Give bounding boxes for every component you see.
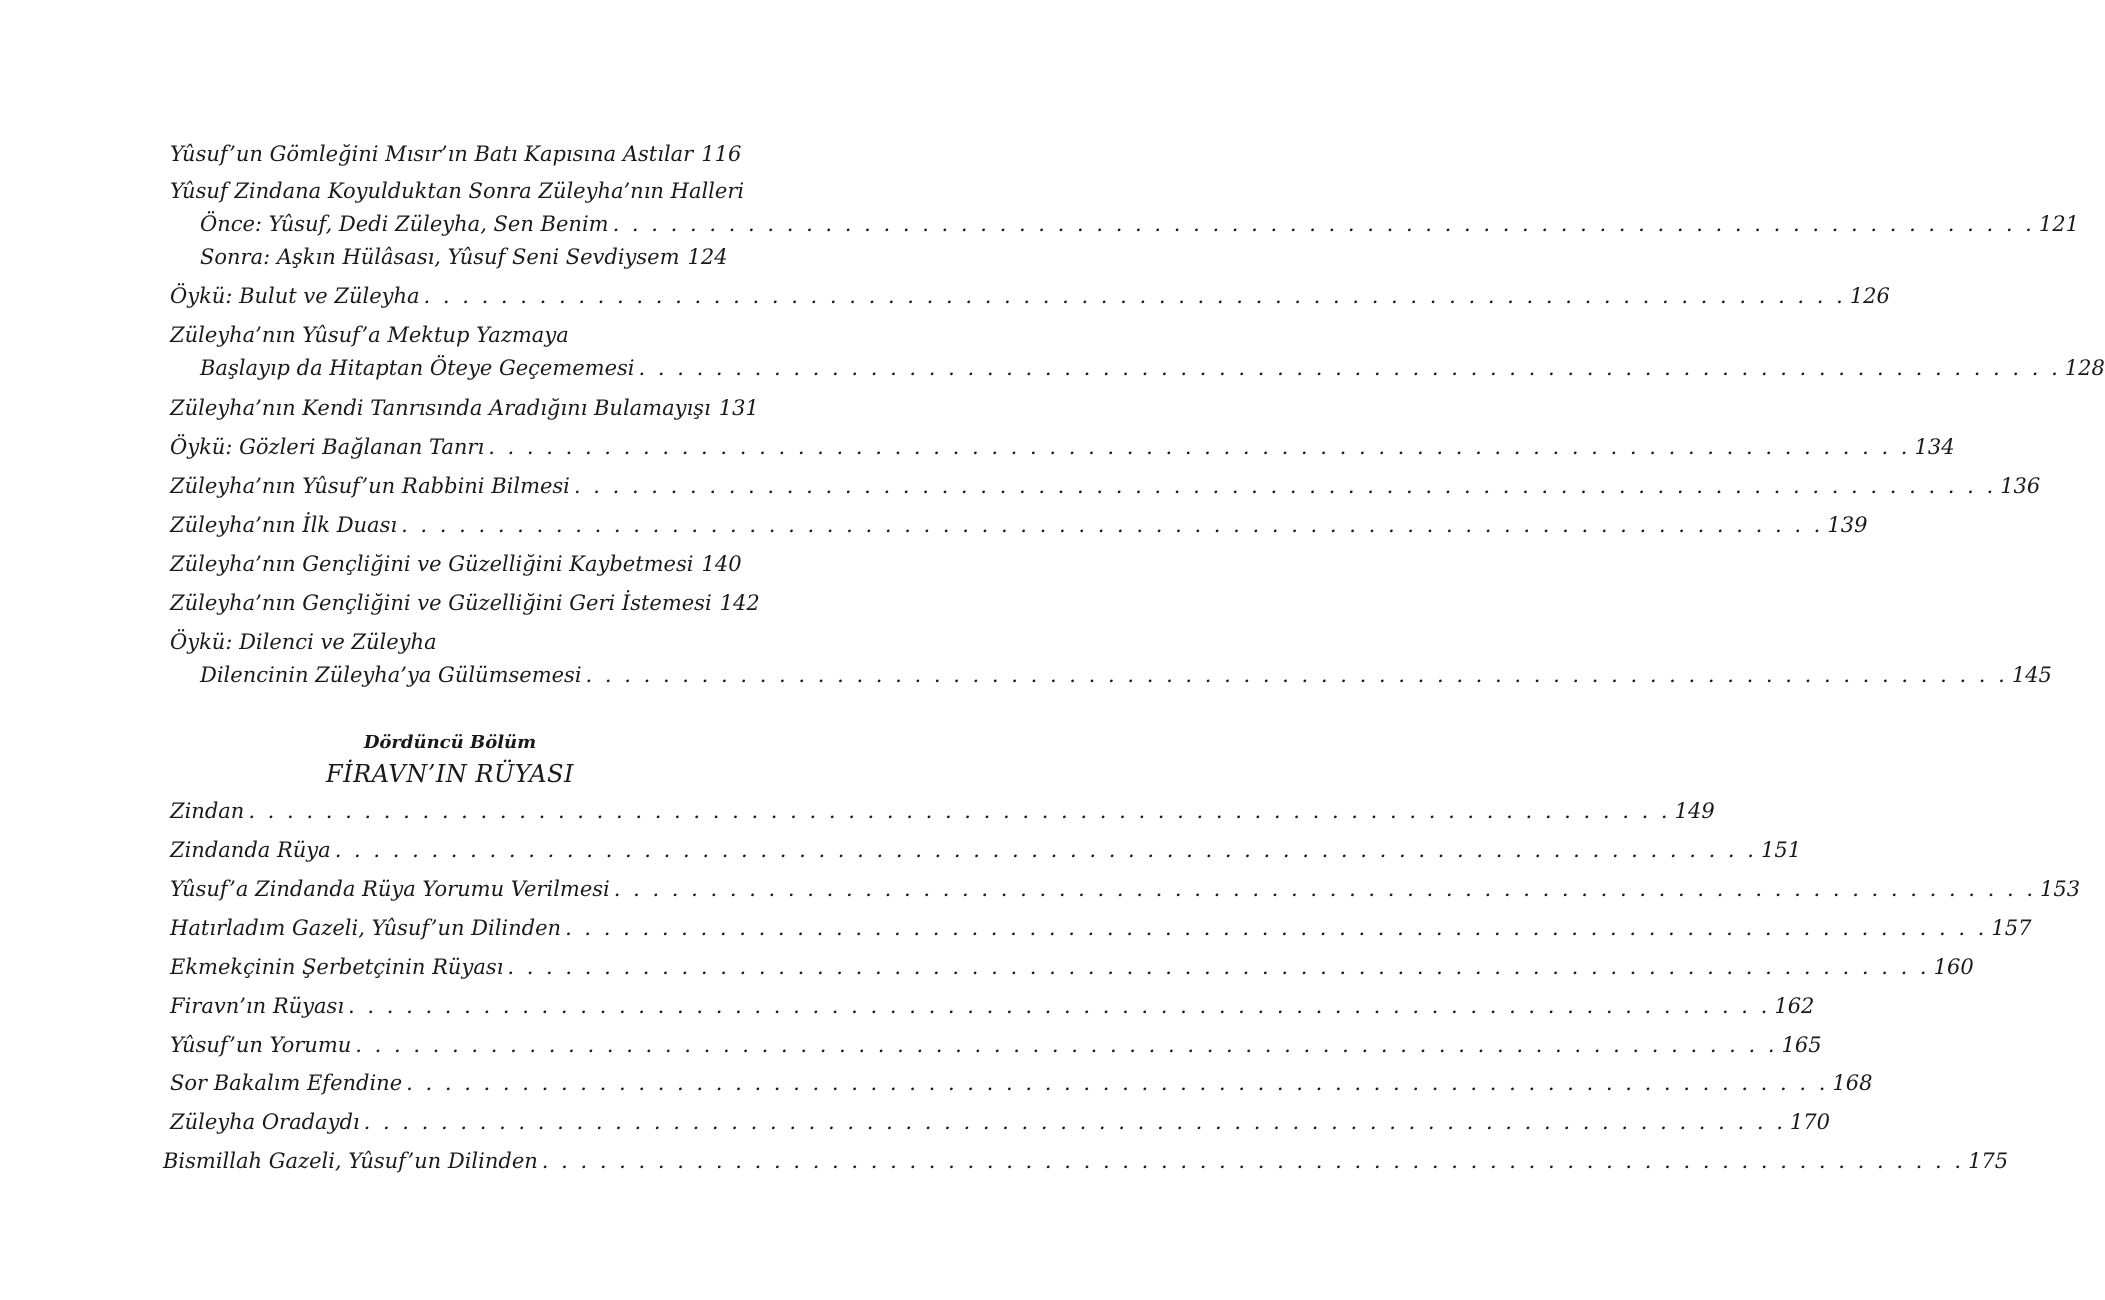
toc-entry (200, 660, 2052, 690)
section-subtitle: Dördüncü Bölüm (363, 732, 537, 753)
toc-leader-dots (507, 952, 1929, 982)
toc-entry-page: 168 (1832, 1071, 1873, 1095)
toc-entry-title: Yûsuf’un Gömleğini Mısır’ın Batı Kapısına Astılar (170, 142, 694, 166)
toc-leader-dots (542, 1146, 1964, 1176)
toc-entry-title: Züleyha’nın Gençliğini ve Güzelliğini Geri İstemesi (170, 591, 712, 615)
toc-entry-page: 142 (719, 591, 760, 615)
toc-leader-dots (406, 1068, 1828, 1098)
toc-leader-dots (355, 1030, 1777, 1060)
toc-entry (170, 393, 759, 423)
toc-leader-dots (613, 209, 2035, 239)
toc-entry-page: 136 (2000, 474, 2041, 498)
toc-entry-title: Öykü: Bulut ve Züleyha (170, 284, 420, 308)
toc-entry (170, 588, 760, 618)
toc-entry-title: Züleyha’nın Kendi Tanrısında Aradığını Bulamayışı (170, 396, 711, 420)
toc-entry-page: 126 (1849, 284, 1890, 308)
toc-entry (200, 242, 728, 272)
toc-entry (170, 874, 2081, 904)
toc-leader-dots (488, 432, 1910, 462)
toc-entry-page: 140 (701, 552, 742, 576)
toc-entry (163, 1146, 2009, 1176)
toc-entry-title: Firavn’ın Rüyası (170, 994, 345, 1018)
toc-entry (170, 281, 1890, 311)
toc-entry-page: 160 (1933, 955, 1974, 979)
toc-entry (170, 835, 1802, 865)
toc-entry-page: 124 (687, 245, 728, 269)
toc-entry-page: 145 (2011, 663, 2052, 687)
toc-leader-dots (364, 1107, 1786, 1137)
toc-entry-page: 165 (1781, 1033, 1822, 1057)
toc-entry (170, 432, 1955, 462)
toc-entry-title: Züleyha’nın İlk Duası (170, 513, 398, 537)
toc-entry-title: Hatırladım Gazeli, Yûsuf’un Dilinden (170, 916, 562, 940)
toc-entry-page: 162 (1774, 994, 1815, 1018)
toc-entry (170, 471, 2041, 501)
toc-entry-page: 134 (1914, 435, 1955, 459)
toc-entry (170, 796, 1715, 826)
toc-entry (170, 1030, 1822, 1060)
toc-leader-dots (401, 510, 1823, 540)
toc-entry-page: 128 (2064, 356, 2105, 380)
toc-leader-dots (248, 796, 1670, 826)
toc-entry-page: 153 (2040, 877, 2081, 901)
toc-entry-title: Dilencinin Züleyha’ya Gülümsemesi (200, 663, 582, 687)
toc-entry-title: Züleyha Oradaydı (170, 1110, 360, 1134)
toc-entry-title: Züleyha’nın Gençliğini ve Güzelliğini Kaybetmesi (170, 552, 694, 576)
toc-entry (170, 510, 1868, 540)
toc-entry-title: Sonra: Aşkın Hülâsası, Yûsuf Seni Sevdiysem (200, 245, 680, 269)
toc-entry (170, 952, 1974, 982)
toc-entry-title: Başlayıp da Hitaptan Öteye Geçememesi (200, 356, 635, 380)
toc-entry-title: Zindan (170, 799, 245, 823)
toc-entry (170, 1107, 1830, 1137)
toc-entry-title: Önce: Yûsuf, Dedi Züleyha, Sen Benim (200, 212, 609, 236)
toc-entry-page: 175 (1968, 1149, 2009, 1173)
toc-leader-dots (348, 991, 1770, 1021)
toc-entry (170, 991, 1815, 1021)
toc-entry (200, 353, 2105, 383)
toc-entry-title: Ekmekçinin Şerbetçinin Rüyası (170, 955, 504, 979)
toc-leader-dots (565, 913, 1987, 943)
toc-leader-dots (639, 353, 2061, 383)
toc-entry-page: 170 (1789, 1110, 1830, 1134)
toc-entry-title: Yûsuf Zindana Koyulduktan Sonra Züleyha’nın Halleri (170, 179, 745, 203)
toc-leader-dots (614, 874, 2036, 904)
toc-entry-title: Öykü: Dilenci ve Züleyha (170, 630, 437, 654)
toc-entry (170, 139, 742, 169)
toc-leader-dots (424, 281, 1846, 311)
section-title: FİRAVN’IN RÜYASI (326, 760, 574, 788)
toc-entry (170, 627, 715, 657)
toc-entry-title: Yûsuf’un Yorumu (170, 1033, 352, 1057)
toc-entry-page: 139 (1827, 513, 1868, 537)
toc-entry-page: 157 (1991, 916, 2032, 940)
toc-entry (200, 209, 2079, 239)
toc-entry-page: 121 (2038, 212, 2079, 236)
toc-entry-title: Öykü: Gözleri Bağlanan Tanrı (170, 435, 485, 459)
toc-entry (170, 913, 2032, 943)
toc-entry (170, 176, 745, 206)
toc-leader-dots (574, 471, 1996, 501)
toc-leader-dots (335, 835, 1757, 865)
toc-entry-title: Yûsuf’a Zindanda Rüya Yorumu Verilmesi (170, 877, 610, 901)
toc-entry (170, 549, 742, 579)
toc-entry-title: Bismillah Gazeli, Yûsuf’un Dilinden (163, 1149, 538, 1173)
toc-entry-page: 116 (701, 142, 742, 166)
toc-entry-page: 131 (718, 396, 759, 420)
toc-entry (170, 1068, 1873, 1098)
toc-entry (170, 320, 715, 350)
toc-entry-title: Züleyha’nın Yûsuf’a Mektup Yazmaya (170, 323, 569, 347)
toc-entry-title: Sor Bakalım Efendine (170, 1071, 403, 1095)
toc-entry-title: Zindanda Rüya (170, 838, 331, 862)
toc-entry-title: Züleyha’nın Yûsuf’un Rabbini Bilmesi (170, 474, 570, 498)
toc-entry-page: 149 (1674, 799, 1715, 823)
toc-leader-dots (586, 660, 2008, 690)
toc-entry-page: 151 (1760, 838, 1802, 862)
